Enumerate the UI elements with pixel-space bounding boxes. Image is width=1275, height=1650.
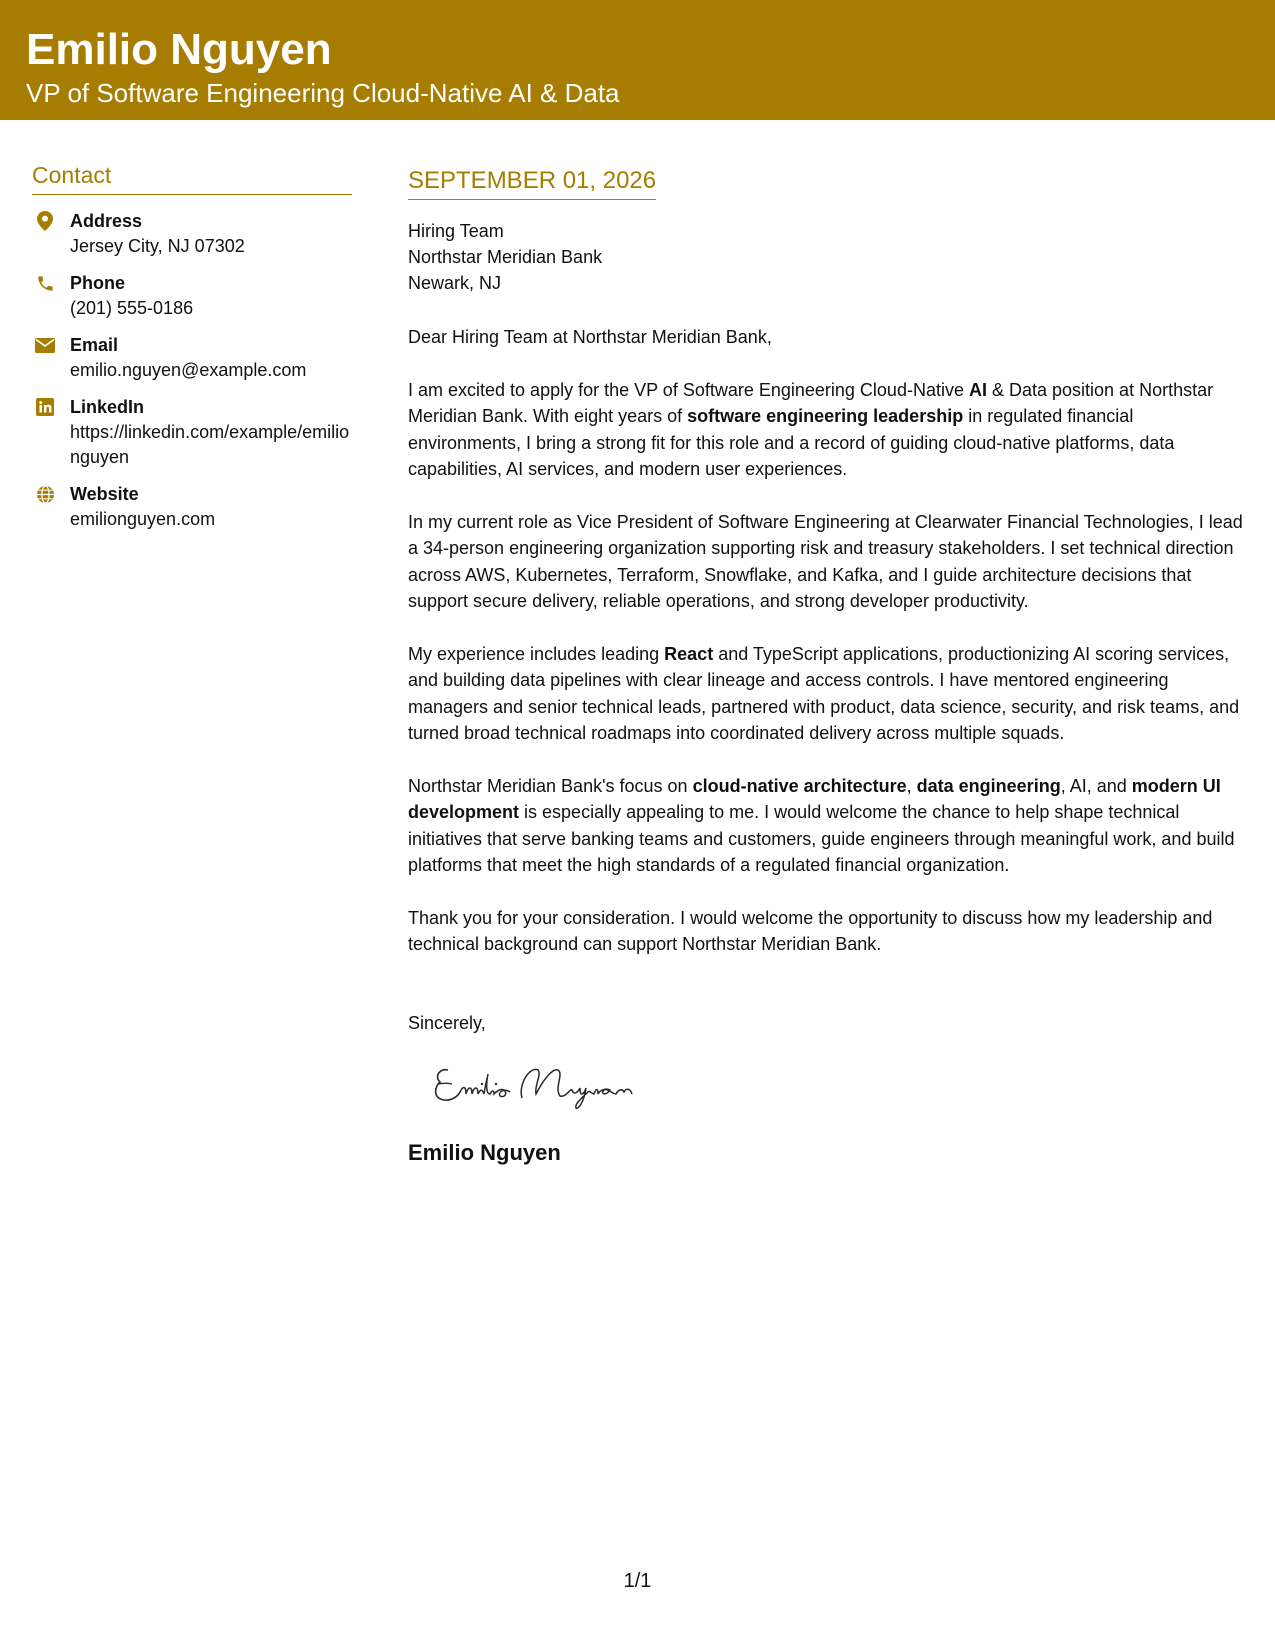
contact-label: Address: [70, 211, 143, 231]
applicant-name: Emilio Nguyen: [26, 25, 332, 74]
text-run: In my current role as Vice President of Software Engineering at Clearwater Financial Technologies, I lead a 34-person engineering organization supporting risk and treasury stakeholders. I set technical direction across AWS, Kubernetes, Terraform, Snowflake, and Kafka, and I guide architecture decisions that support secure delivery, reliable operations, and strong developer productivity.: [408, 511, 1243, 611]
map-pin-icon: [35, 211, 55, 231]
recipient-block: [408, 218, 1250, 296]
handwritten-signature: [426, 1054, 666, 1114]
contact-label: Email: [70, 335, 119, 355]
bold-run: software engineering leadership: [687, 406, 964, 426]
text-run: My experience includes leading: [408, 643, 665, 664]
text-run: & Data position at Northstar Meridian Bank. With eight years of: [408, 379, 1214, 426]
signer-name: Emilio Nguyen: [408, 1139, 561, 1165]
text-run: is especially appealing to me. I would welcome the chance to help shape technical initiatives that serve banking teams and customers, guide engineers through meaningful work, and build platforms that meet the high standards of a regulated financial organization.: [408, 802, 1235, 875]
email-icon: [35, 335, 55, 355]
text-run: and TypeScript applications, productionizing AI scoring services, and building data pipelines with clear lineage and access controls. I have mentored engineering managers and senior technical leads, partnered with product, data science, security, and risk teams, and turned broad technical roadmaps into coordinated delivery across multiple squads.: [408, 643, 1240, 743]
contact-website: [32, 482, 352, 532]
body-paragraph: [408, 377, 1250, 483]
text-run: in regulated financial environments, I bring a strong fit for this role and a record of guiding cloud-native platforms, data capabilities, AI services, and modern user experiences.: [408, 406, 1175, 479]
recipient-line: Northstar Meridian Bank: [408, 247, 603, 267]
contact-phone: [32, 271, 352, 321]
letter-date: SEPTEMBER 01, 2026: [408, 165, 656, 200]
bold-run: React: [664, 643, 714, 664]
globe-icon: [35, 484, 55, 504]
contact-label: LinkedIn: [70, 397, 145, 417]
contact-address: [32, 209, 352, 259]
applicant-title: VP of Software Engineering Cloud-Native AI & Data: [26, 78, 620, 108]
body-paragraph: [408, 773, 1250, 879]
contact-linkedin: [32, 395, 352, 470]
body-paragraph: [408, 905, 1250, 958]
contact-label: Website: [70, 484, 139, 504]
text-run: , AI, and: [1060, 775, 1132, 796]
phone-icon: [35, 273, 55, 293]
contact-email: [32, 333, 352, 383]
closing: Sincerely,: [408, 1012, 486, 1033]
cover-letter: [408, 165, 1250, 1166]
bold-run: modern UI development: [408, 775, 1221, 822]
header-banner: [0, 0, 1275, 120]
text-run: I am excited to apply for the VP of Software Engineering Cloud-Native: [408, 379, 969, 400]
recipient-line: Newark, NJ: [408, 273, 502, 293]
contact-heading: Contact: [32, 160, 352, 195]
bold-run: data engineering: [916, 775, 1061, 796]
contact-label: Phone: [70, 273, 126, 293]
page-number: 1/1: [623, 1570, 652, 1592]
salutation: Dear Hiring Team at Northstar Meridian Bank,: [408, 327, 772, 347]
bold-run: cloud-native architecture: [692, 775, 907, 796]
text-run: Northstar Meridian Bank's focus on: [408, 775, 693, 796]
contact-value: (201) 555-0186: [70, 298, 194, 318]
website-link[interactable]: emilionguyen.com: [70, 509, 216, 529]
contact-sidebar: [32, 160, 352, 532]
linkedin-icon: [35, 397, 55, 417]
body-paragraph: [408, 509, 1250, 615]
body-paragraph: [408, 641, 1250, 747]
text-run: ,: [906, 775, 917, 796]
bold-run: AI: [968, 379, 987, 400]
linkedin-link[interactable]: https://linkedin.com/example/emilionguyen: [70, 422, 350, 467]
recipient-line: Hiring Team: [408, 221, 504, 241]
text-run: Thank you for your consideration. I would welcome the opportunity to discuss how my leadership and technical background can support Northstar Meridian Bank.: [408, 907, 1213, 954]
email-link[interactable]: emilio.nguyen@example.com: [70, 360, 307, 380]
contact-value: Jersey City, NJ 07302: [70, 236, 245, 256]
